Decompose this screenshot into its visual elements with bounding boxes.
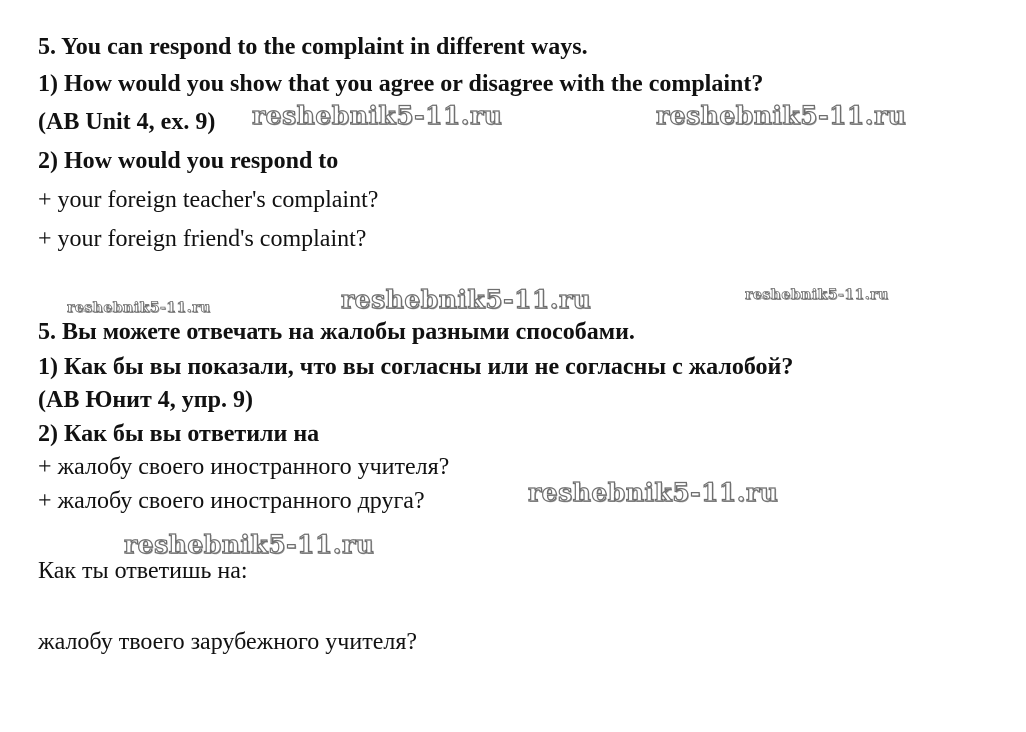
watermark: reshebnik5-11.ru [656,101,907,130]
english-item-teacher: + your foreign teacher's complaint? [38,187,379,213]
watermark: reshebnik5-11.ru [124,530,375,559]
russian-heading: 5. Вы можете отвечать на жалобы разными способами. [38,319,635,345]
russian-question-1: 1) Как бы вы показали, что вы согласны или не согласны с жалобой? [38,354,794,380]
russian-question-2: 2) Как бы вы ответили на [38,421,320,447]
english-question-1: 1) How would you show that you agree or disagree with the complaint? [38,71,764,97]
watermark: reshebnik5-11.ru [252,101,503,130]
watermark: reshebnik5-11.ru [528,478,779,507]
english-question-2: 2) How would you respond to [38,148,339,174]
russian-item-friend: + жалобу своего иностранного друга? [38,488,425,514]
russian-extra-question: Как ты ответишь на: [38,558,248,584]
russian-extra-item: жалобу твоего зарубежного учителя? [38,629,418,655]
english-question-1-reference: (AB Unit 4, ex. 9) [38,109,216,135]
watermark: reshebnik5-11.ru [67,300,211,316]
english-item-friend: + your foreign friend's complaint? [38,226,367,252]
russian-item-teacher: + жалобу своего иностранного учителя? [38,454,450,480]
russian-question-1-reference: (AB Юнит 4, упр. 9) [38,387,253,413]
watermark: reshebnik5-11.ru [745,287,889,303]
english-heading: 5. You can respond to the complaint in different ways. [38,34,588,60]
watermark: reshebnik5-11.ru [341,285,592,314]
